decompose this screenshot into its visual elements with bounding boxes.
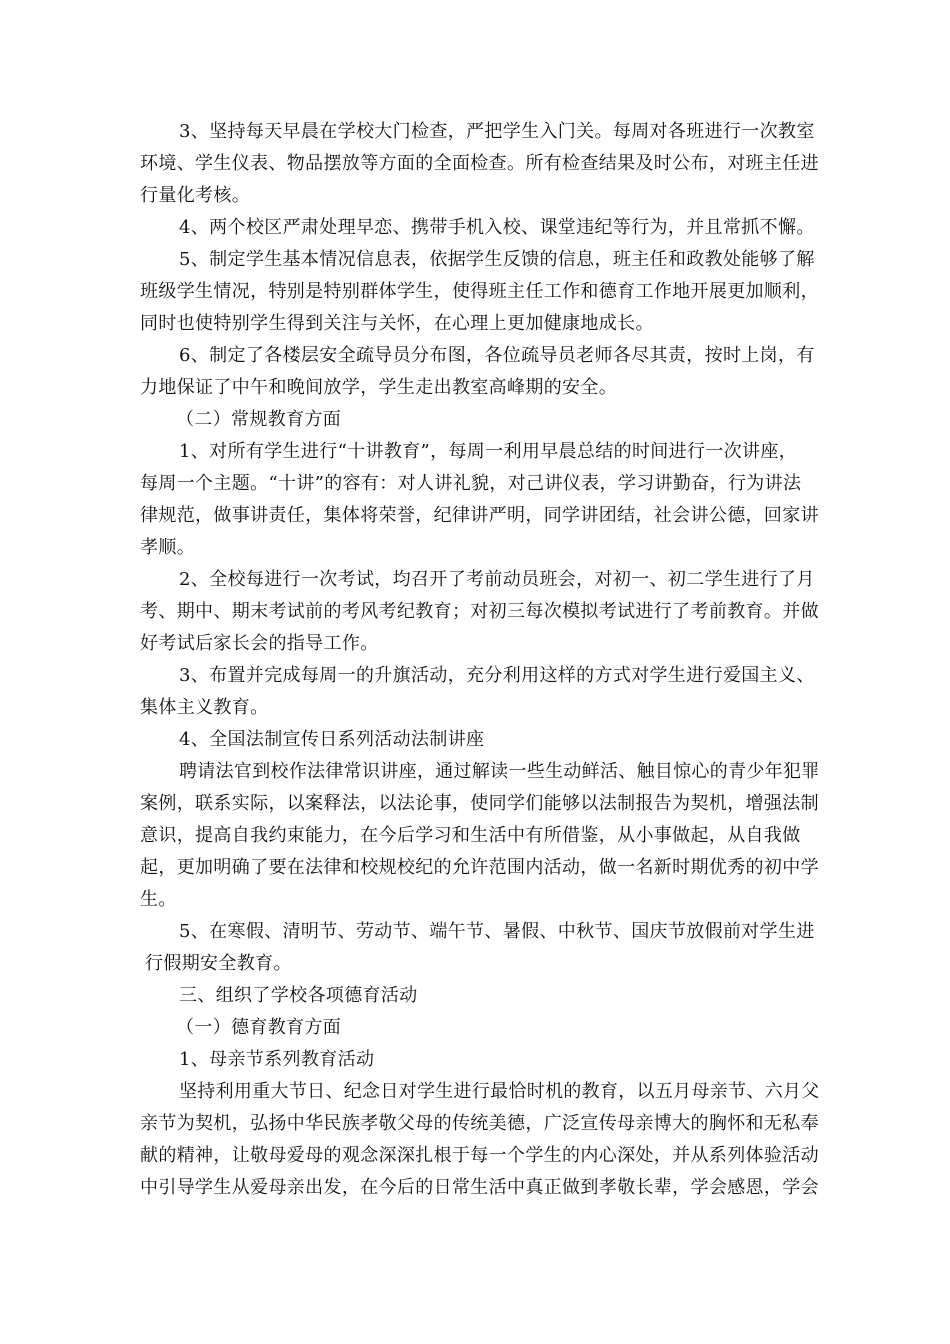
paragraph-line: 坚持利用重大节日、纪念日对学生进行最恰时机的教育，以五月母亲节、六月父 [179,1081,820,1102]
paragraph-line: 3、坚持每天早晨在学校大门检查，严把学生入门关。每周对各班进行一次教室 [179,121,815,142]
paragraph-line: 献的精神，让敬母爱母的观念深深扎根于每一个学生的内心深处，并从系列体验活动 [140,1145,819,1166]
paragraph-line: 律规范，做事讲责任，集体将荣誉，纪律讲严明，同学讲团结，社会讲公德，回家讲 [140,505,819,526]
paragraph-line: 生。 [140,889,177,910]
paragraph-line: 5、制定学生基本情况信息表，依据学生反馈的信息，班主任和政教处能够了解 [179,249,815,270]
paragraph-line: 环境、学生仪表、物品摆放等方面的全面检查。所有检查结果及时公布，对班主任进 [140,153,819,174]
paragraph-line: 力地保证了中午和晚间放学，学生走出教室高峰期的安全。 [140,377,618,398]
paragraph-line: 集体主义教育。 [140,697,269,718]
paragraph-line: 亲节为契机，弘扬中华民族孝敬父母的传统美德，广泛宣传母亲博大的胸怀和无私奉 [140,1113,819,1134]
paragraph-line: 案例，联系实际，以案释法，以法论事，使同学们能够以法制报告为契机，增强法制 [140,793,819,814]
paragraph-line: 2、全校每进行一次考试，均召开了考前动员班会，对初一、初二学生进行了月 [179,569,815,590]
paragraph-line: 行量化考核。 [140,185,251,206]
section-heading: （一）德育教育方面 [176,1017,342,1038]
section-heading: 三、组织了学校各项德育活动 [179,985,418,1006]
section-heading: （二）常规教育方面 [176,409,342,430]
paragraph-line: 1、对所有学生进行“十讲教育”，每周一利用早晨总结的时间进行一次讲座， [179,441,798,462]
paragraph-line: 3、布置并完成每周一的升旗活动，充分利用这样的方式对学生进行爱国主义、 [179,665,815,686]
paragraph-line: 中引导学生从爱母亲出发，在今后的日常生活中真正做到孝敬长辈，学会感恩，学会 [140,1177,819,1198]
paragraph-line: 5、在寒假、清明节、劳动节、端午节、暑假、中秋节、国庆节放假前对学生进 [179,921,815,942]
paragraph-line: 聘请法官到校作法律常识讲座，通过解读一些生动鲜活、触目惊心的青少年犯罪 [179,761,820,782]
paragraph-line: 6、制定了各楼层安全疏导员分布图，各位疏导员老师各尽其责，按时上岗，有 [179,345,815,366]
paragraph-line: 行假期安全教育。 [145,953,292,974]
paragraph-line: 起，更加明确了要在法律和校规校纪的允许范围内活动，做一名新时期优秀的初中学 [140,857,819,878]
paragraph-line: 同时也使特别学生得到关注与关怀，在心理上更加健康地成长。 [140,313,654,334]
paragraph-line: 好考试后家长会的指导工作。 [140,633,379,654]
paragraph-line: 4、两个校区严肃处理早恋、携带手机入校、课堂违纪等行为，并且常抓不懈。 [179,217,815,238]
section-heading: 1、母亲节系列教育活动 [179,1049,375,1070]
paragraph-line: 考、期中、期末考试前的考风考纪教育；对初三每次模拟考试进行了考前教育。并做 [140,601,819,622]
paragraph-line: 孝顺。 [140,537,196,558]
paragraph-line: 班级学生情况，特别是特别群体学生，使得班主任工作和德育工作地开展更加顺利， [140,281,819,302]
section-heading: 4、全国法制宣传日系列活动法制讲座 [179,729,485,750]
paragraph-line: 意识，提高自我约束能力，在今后学习和生活中有所借鉴，从小事做起，从自我做 [140,825,801,846]
paragraph-line: 每周一个主题。“十讲”的容有：对人讲礼貌，对己讲仪表，学习讲勤奋，行为讲法 [140,473,802,494]
